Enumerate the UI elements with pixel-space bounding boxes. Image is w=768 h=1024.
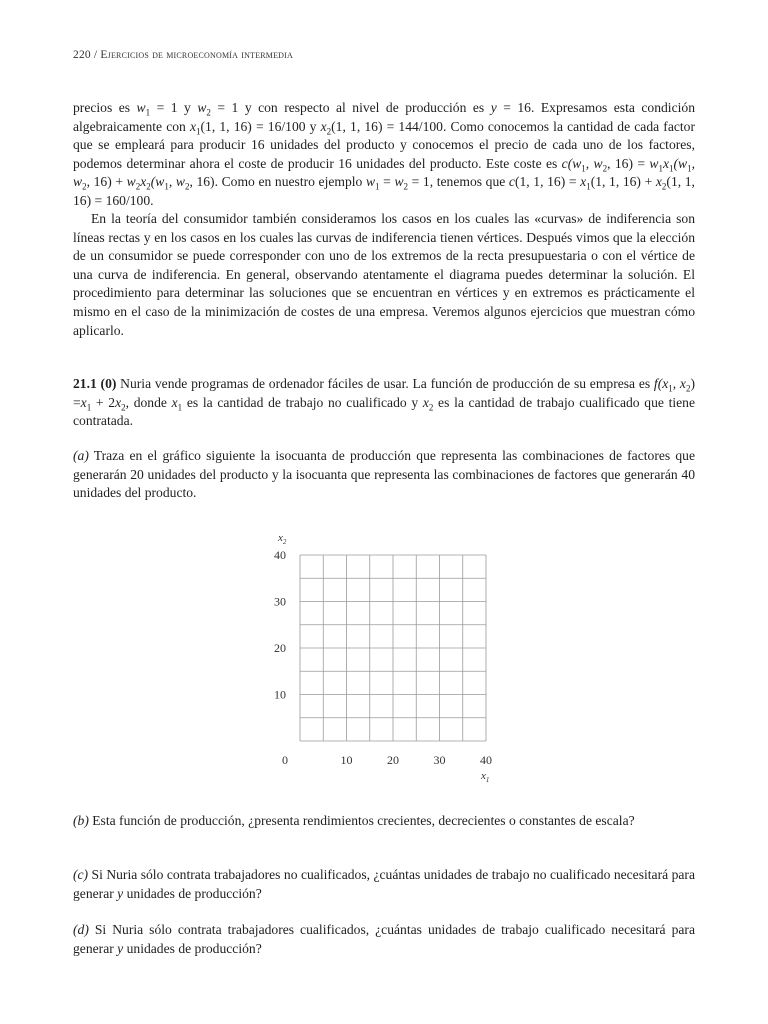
question-d-label: (d) <box>73 922 89 937</box>
x-tick-label: 20 <box>387 753 399 767</box>
page-header <box>73 49 293 61</box>
grid-lines <box>300 555 486 741</box>
x-axis-label: $x_1$ <box>481 770 490 784</box>
intro-paragraph-1: precios es $w_1 = 1$ y $w_2 = 1$ y con respecto al nivel de producción es y = 16. Expresamos esta condición algebraicamente con $x_1(1$, 1, 16) = 16/100 y $x_2(1$, 1, 16) = 144/100. Como conocemos la cantidad de cada factor que se empleará para producir 16 unidades del producto y conocemos el precio de cada uno de los factores, podemos determinar ahora el coste de producir 16 unidades del producto. Este coste es $c(w_1$, $w_2$, $16) = w_1x_1(w_1$, $w_2$, $16) + w_2x_2(w_1$, $w_2$, 16). Como en nuestro ejemplo $w_1 = w_2 = 1$, tenemos que c(1, 1, $16) = x_1(1$, 1, $16) + x_2(1$, 1, 16) = 160/100. <box>73 100 695 208</box>
isoquant-grid-chart <box>260 528 520 784</box>
question-a: (a) Traza en el gráfico siguiente la isocuanta de producción que representa las combinaciones de factores que generarán 20 unidades del producto y la isocuanta que representa las combinaciones de factores que generarán 40 unidades del producto. <box>73 448 695 501</box>
chart-svg <box>260 528 520 784</box>
question-c: (c) Si Nuria sólo contrata trabajadores no cualificados, ¿cuántas unidades de trabajo no cualificado necesitará para generar y unidades de producción? <box>73 867 695 901</box>
question-d: (d) Si Nuria sólo contrata trabajadores cualificados, ¿cuántas unidades de trabajo cualificado necesitará para generar y unidades de producción? <box>73 922 695 956</box>
x-tick-labels <box>282 753 492 767</box>
y-tick-labels <box>274 548 286 702</box>
y-tick-label: 10 <box>274 687 286 702</box>
intro-paragraph-2: En la teoría del consumidor también consideramos los casos en los cuales las «curvas» de indiferencia son líneas rectas y en los casos en los cuales las curvas de indiferencia tienen vértices. Después vimos que la elección de un consumidor se puede corresponder con uno de los extremos de la recta presupuestaria o con el vértice de una curva de indiferencia. En general, observando atentamente el diagrama puedes determinar la solución. El procedimiento para determinar las soluciones que se encuentran en vértices y en extremos es prácticamente el mismo en el caso de la minimización de costes de una empresa. Veremos algunos ejercicios que muestran cómo aplicarlo. <box>73 211 695 338</box>
x-tick-label: 40 <box>480 753 492 767</box>
x-tick-label: 30 <box>433 753 446 767</box>
header-separator: / <box>90 49 101 61</box>
question-c-label: (c) <box>73 867 89 882</box>
y-axis-label: $x_2$ <box>278 532 287 546</box>
question-b: (b) Esta función de producción, ¿presenta rendimientos crecientes, decrecientes o constantes de escala? <box>73 813 635 828</box>
exercise-statement: 21.1 (0) Nuria vende programas de ordenador fáciles de usar. La función de producción de su empresa es $f(x_1$, $x_2) =x_1 + 2x_2$, donde $x_1$ es la cantidad de trabajo no cualificado y $x_2$ es la cantidad de trabajo cualificado que tiene contratada. <box>73 376 696 429</box>
y-tick-label: 30 <box>274 594 286 609</box>
exercise-number: 21.1 (0) <box>73 376 117 391</box>
question-a-label: (a) <box>73 448 89 463</box>
y-tick-label: 20 <box>274 641 286 655</box>
x-tick-label: 0 <box>282 753 288 767</box>
x-tick-label: 10 <box>340 753 353 767</box>
book-title: Ejercicios de microeconomía intermedia <box>100 49 293 61</box>
page-number: 220 <box>73 49 91 61</box>
y-tick-label: 40 <box>274 548 286 562</box>
question-b-label: (b) <box>73 813 89 828</box>
